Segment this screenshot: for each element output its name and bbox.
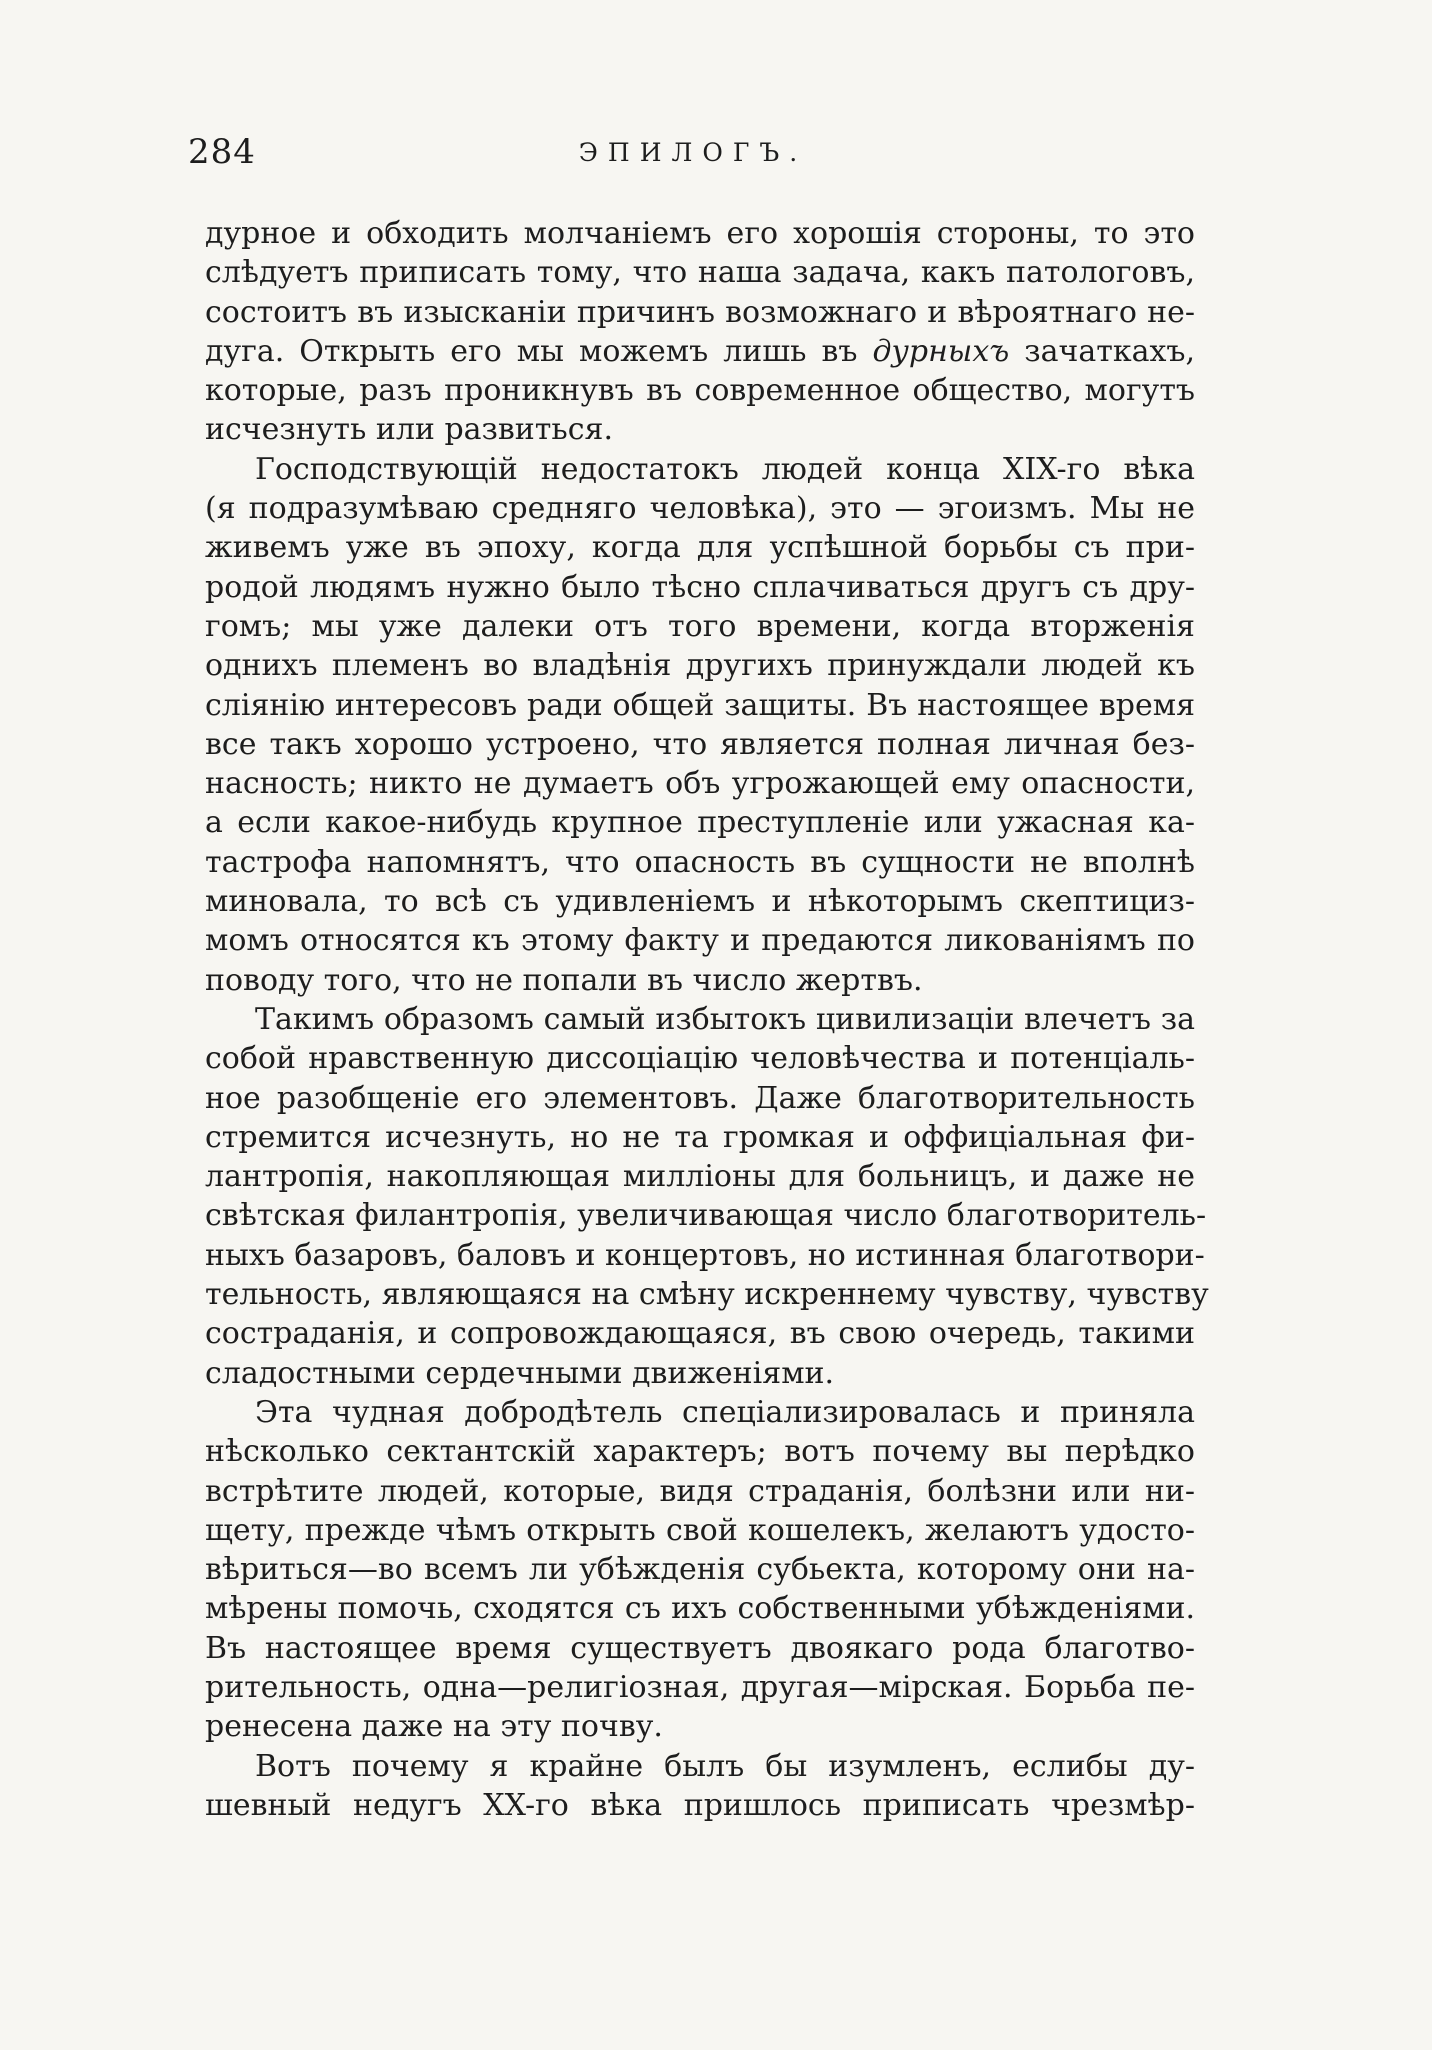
text-line: ренесена даже на эту почву.: [205, 1709, 663, 1745]
italic-word: дурныхъ: [872, 333, 1010, 369]
text-line: дурное и обходить молчаніемъ его хорошія стороны, то это: [205, 216, 1195, 251]
text-line: [205, 332, 1195, 371]
text-line: вѣриться—во всемъ ли убѣжденія субьекта, которому они на-: [205, 1552, 1195, 1588]
running-head: ЭПИЛОГЪ.: [578, 138, 808, 167]
text-line: лантропія, накопляющая милліоны для больницъ, и даже не: [205, 1159, 1195, 1195]
text-line: состраданія, и сопровождающаяся, въ свою очередь, такими: [205, 1316, 1195, 1352]
text-line: свѣтская филантропія, увеличивающая число благотворитель-: [205, 1198, 1207, 1234]
text-line: момъ относятся къ этому факту и предаются ликованіямъ по: [205, 923, 1195, 959]
text-line: однихъ племенъ во владѣнія другихъ принуждали людей къ: [205, 648, 1195, 684]
text-line: родой людямъ нужно было тѣсно сплачиваться другъ съ дру-: [205, 569, 1195, 605]
text-line: исчезнуть или развиться.: [205, 412, 613, 448]
text-line: рительность, одна—религіозная, другая—мірская. Борьба пе-: [205, 1669, 1195, 1705]
text-line: гомъ; мы уже далеки отъ того времени, когда вторженія: [205, 608, 1195, 644]
text-line: Въ настоящее время существуетъ двоякаго рода благотво-: [205, 1630, 1195, 1666]
text-line: шевный недугъ XX-го вѣка пришлось приписать чрезмѣр-: [205, 1787, 1195, 1823]
text-line: слѣдуетъ приписать тому, что наша задача, какъ патологовъ,: [205, 255, 1195, 291]
text-line: живемъ уже въ эпоху, когда для успѣшной борьбы съ при-: [205, 530, 1195, 566]
page-number: 284: [188, 132, 256, 172]
text-run: дуга. Открыть его мы можемъ лишь въ: [205, 333, 873, 369]
text-line: стремится исчезнуть, но не та громкая и оффиціальная фи-: [205, 1119, 1195, 1155]
text-line: тастрофа напомнятъ, что опасность въ сущности не вполнѣ: [205, 844, 1195, 880]
text-line: тельность, являющаяся на смѣну искреннему чувству, чувству: [205, 1277, 1209, 1313]
text-line: все такъ хорошо устроено, что является полная личная без-: [205, 726, 1195, 762]
paragraph-first-line: Вотъ почему я крайне былъ бы изумленъ, еслибы ду-: [255, 1748, 1195, 1784]
text-line: собой нравственную диссоціацію человѣчества и потенціаль-: [205, 1041, 1195, 1077]
text-line: состоитъ въ изысканіи причинъ возможнаго и вѣроятнаго не-: [205, 294, 1195, 330]
text-line: ное разобщеніе его элементовъ. Даже благотворительность: [205, 1080, 1195, 1116]
text-line: а если какое-нибудь крупное преступленіе или ужасная ка-: [205, 805, 1195, 841]
paragraph-first-line: Такимъ образомъ самый избытокъ цивилизаціи влечетъ за: [255, 1001, 1195, 1037]
page-header: [188, 132, 1198, 182]
text-line: встрѣтите людей, которые, видя страданія, болѣзни или ни-: [205, 1473, 1195, 1509]
text-line: (я подразумѣваю средняго человѣка), это — эгоизмъ. Мы не: [205, 491, 1195, 527]
text-line: миновала, то всѣ съ удивленіемъ и нѣкоторымъ скептициз-: [205, 884, 1195, 920]
paragraph-first-line: Господствующій недостатокъ людей конца XIX-го вѣка: [255, 451, 1195, 487]
body-text: [205, 214, 1209, 1825]
text-line: которые, разъ проникнувъ въ современное общество, могутъ: [205, 373, 1195, 409]
text-line: поводу того, что не попали въ число жертвъ.: [205, 962, 923, 998]
text-line: сладостными сердечными движеніями.: [205, 1355, 835, 1391]
text-line: нѣсколько сектантскій характеръ; вотъ почему вы перѣдко: [205, 1434, 1195, 1470]
text-line: ныхъ базаровъ, баловъ и концертовъ, но истинная благотвори-: [205, 1237, 1205, 1273]
paragraph-first-line: Эта чудная добродѣтель спеціализировалась и приняла: [255, 1394, 1195, 1430]
text-line: слiянію интересовъ ради общей защиты. Въ настоящее время: [205, 687, 1195, 723]
text-line: щету, прежде чѣмъ открыть свой кошелекъ, желаютъ удосто-: [205, 1512, 1195, 1548]
text-line: мѣрены помочь, сходятся съ ихъ собственными убѣжденіями.: [205, 1591, 1195, 1627]
text-line: насность; никто не думаетъ объ угрожающей ему опасности,: [205, 766, 1195, 802]
text-run: зачаткахъ,: [1009, 333, 1195, 369]
